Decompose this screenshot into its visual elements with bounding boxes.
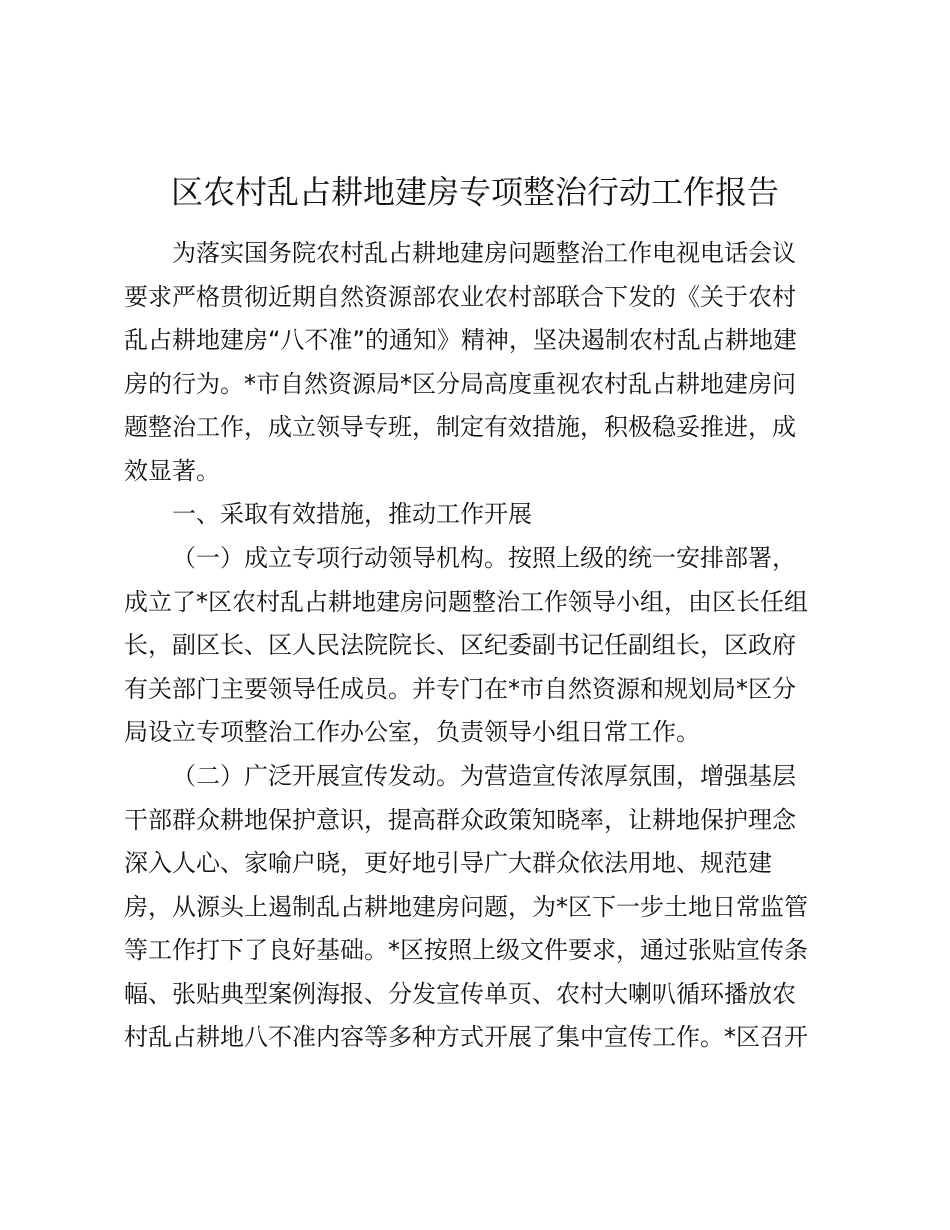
paragraph-line: 乱占耕地建房“八不准”的通知》精神，坚决遏制农村乱占耕地建 bbox=[124, 326, 797, 354]
paragraph-line: （一）成立专项行动领导机构。按照上级的统一安排部署， bbox=[172, 544, 796, 572]
paragraph-line: 局设立专项整治工作办公室，负责领导小组日常工作。 bbox=[124, 718, 700, 746]
paragraph-line: 长，副区长、区人民法院院长、区纪委副书记任副组长，区政府 bbox=[124, 631, 796, 659]
paragraph-subsection-1 bbox=[124, 537, 836, 755]
section-heading-text: 一、采取有效措施，推动工作开展 bbox=[172, 500, 532, 528]
section-heading bbox=[124, 493, 836, 537]
paragraph-line: 房的行为。*市自然资源局*区分局高度重视农村乱占耕地建房问 bbox=[124, 369, 796, 398]
paragraph-line: 幅、张贴典型案例海报、分发宣传单页、农村大喇叭循环播放农 bbox=[124, 979, 796, 1008]
paragraph-line: 等工作打下了良好基础。*区按照上级文件要求，通过张贴宣传条 bbox=[124, 936, 808, 964]
paragraph-line: 房，从源头上遏制乱占耕地建房问题，为*区下一步土地日常监管 bbox=[124, 892, 808, 921]
paragraph-subsection-2 bbox=[124, 755, 836, 1060]
paragraph-line: 为落实国务院农村乱占耕地建房问题整治工作电视电话会议 bbox=[172, 239, 796, 267]
paragraph-intro bbox=[124, 232, 836, 493]
paragraph-line: 深入人心、家喻户晓，更好地引导广大群众依法用地、规范建 bbox=[124, 849, 772, 877]
paragraph-line: 题整治工作，成立领导专班，制定有效措施，积极稳妥推进，成 bbox=[124, 413, 796, 441]
paragraph-line: 成立了*区农村乱占耕地建房问题整治工作领导小组，由区长任组 bbox=[124, 587, 808, 616]
paragraph-line: 效显著。 bbox=[124, 456, 220, 485]
paragraph-line: 干部群众耕地保护意识，提高群众政策知晓率，让耕地保护理念 bbox=[124, 805, 796, 834]
paragraph-line: 村乱占耕地八不准内容等多种方式开展了集中宣传工作。*区召开 bbox=[124, 1023, 808, 1051]
paragraph-line: 有关部门主要领导任成员。并专门在*市自然资源和规划局*区分 bbox=[124, 674, 796, 703]
paragraph-line: 要求严格贯彻近期自然资源部农业农村部联合下发的《关于农村 bbox=[124, 282, 796, 311]
paragraph-line: （二）广泛开展宣传发动。为营造宣传浓厚氛围，增强基层 bbox=[172, 762, 796, 790]
document-title: 区农村乱占耕地建房专项整治行动工作报告 bbox=[170, 173, 779, 211]
